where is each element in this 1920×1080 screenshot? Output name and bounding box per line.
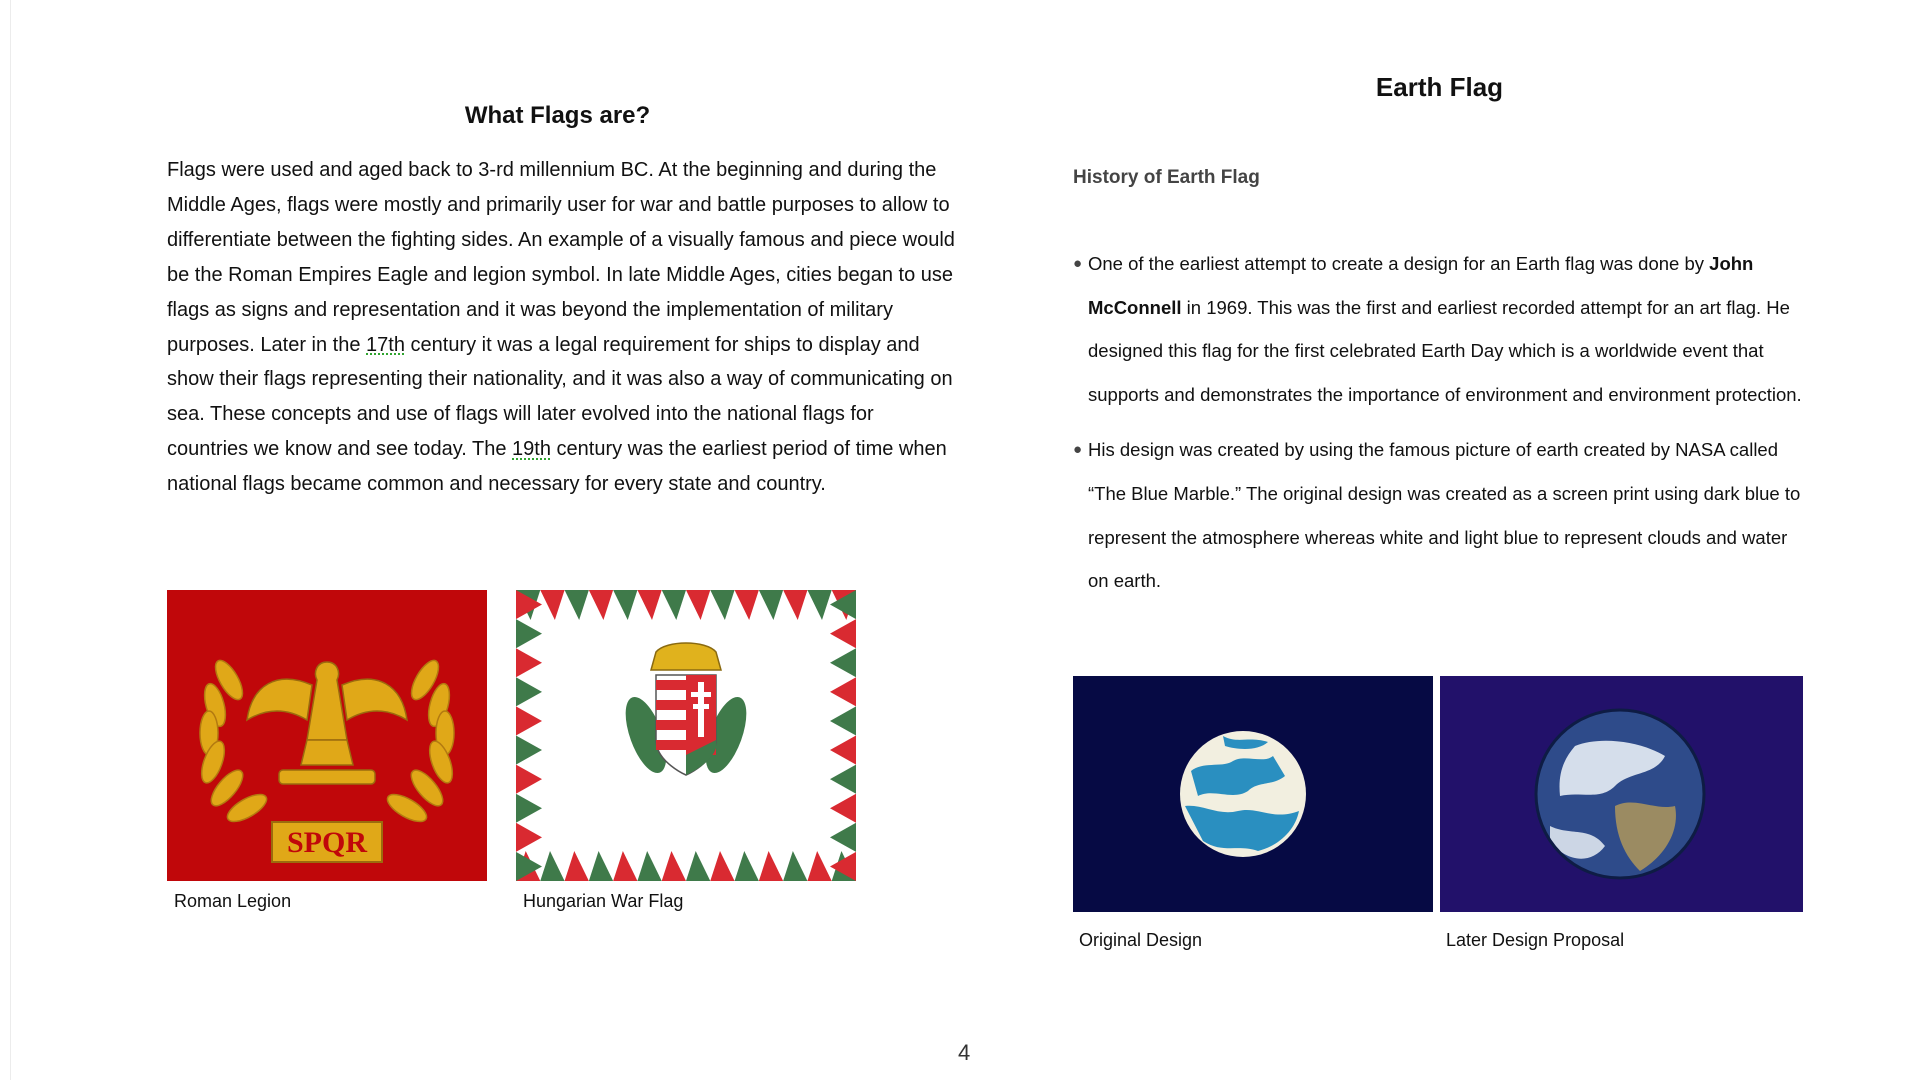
bullet-text: in 1969. This was the first and earliest recorded attempt for an art flag. He designed this flag for the first celebrated Earth Day which is a worldwide event that supports and demonstrates the importance of environment and environment protection. bbox=[1088, 296, 1802, 405]
roman-legion-flag-image bbox=[167, 590, 487, 881]
bullet-text: His design was created by using the famous picture of earth created by NASA called “The Blue Marble.” The original design was created as a screen print using dark blue to represent the atmosphere whereas white and light blue to represent clouds and water on earth. bbox=[1088, 439, 1801, 592]
hungarian-war-flag-image bbox=[516, 590, 856, 881]
page-number: 4 bbox=[958, 1040, 971, 1065]
paragraph-text: century it was a legal requirement for ships to display and show their flags representing their nationality, and it was also a way of communicating on sea. These concepts and use of flags will later evolved into the national flags for countries we know and see today. The bbox=[167, 333, 953, 461]
caption-original-design: Original Design bbox=[1079, 930, 1203, 950]
flags-history-paragraph bbox=[167, 153, 957, 502]
earth-flag-original-image bbox=[1073, 676, 1433, 912]
section-title-earth-flag: Earth Flag bbox=[1375, 72, 1504, 102]
bullet-item-blue-marble bbox=[1073, 428, 1803, 602]
bullet-bold-name: John McConnell bbox=[1088, 253, 1754, 318]
caption-roman-legion: Roman Legion bbox=[174, 891, 292, 911]
ordinal-17th: 17th bbox=[366, 333, 405, 356]
paragraph-text: Flags were used and aged back to 3-rd millennium BC. At the beginning and during the Middle Ages, flags were mostly and primarily user for war and battle purposes to allow to differentiate between the fighting sides. An example of a visually famous and piece would be the Roman Empires Eagle and legion symbol. In late Middle Ages, cities began to use flags as signs and representation and it was beyond the implementation of military purposes. Later in the bbox=[167, 159, 955, 356]
caption-later-design: Later Design Proposal bbox=[1446, 930, 1625, 950]
bullet-text: One of the earliest attempt to create a design for an Earth flag was done by bbox=[1088, 253, 1710, 274]
spqr-text: SPQR bbox=[286, 826, 368, 859]
bullet-dot-icon: ● bbox=[1073, 441, 1083, 459]
subheading-history: History of Earth Flag bbox=[1073, 167, 1260, 188]
bullet-item-mcconnell bbox=[1073, 242, 1803, 416]
bullet-dot-icon: ● bbox=[1073, 255, 1083, 272]
page-edge bbox=[10, 0, 11, 1080]
ordinal-19th: 19th bbox=[512, 438, 551, 461]
paragraph-text: century was the earliest period of time when national flags became common and necessary for every state and country. bbox=[167, 438, 947, 496]
section-title-flags: What Flags are? bbox=[464, 102, 651, 129]
earth-flag-later-image bbox=[1440, 676, 1803, 912]
history-bullet-list bbox=[1073, 242, 1803, 615]
caption-hungarian-war-flag: Hungarian War Flag bbox=[523, 891, 684, 911]
